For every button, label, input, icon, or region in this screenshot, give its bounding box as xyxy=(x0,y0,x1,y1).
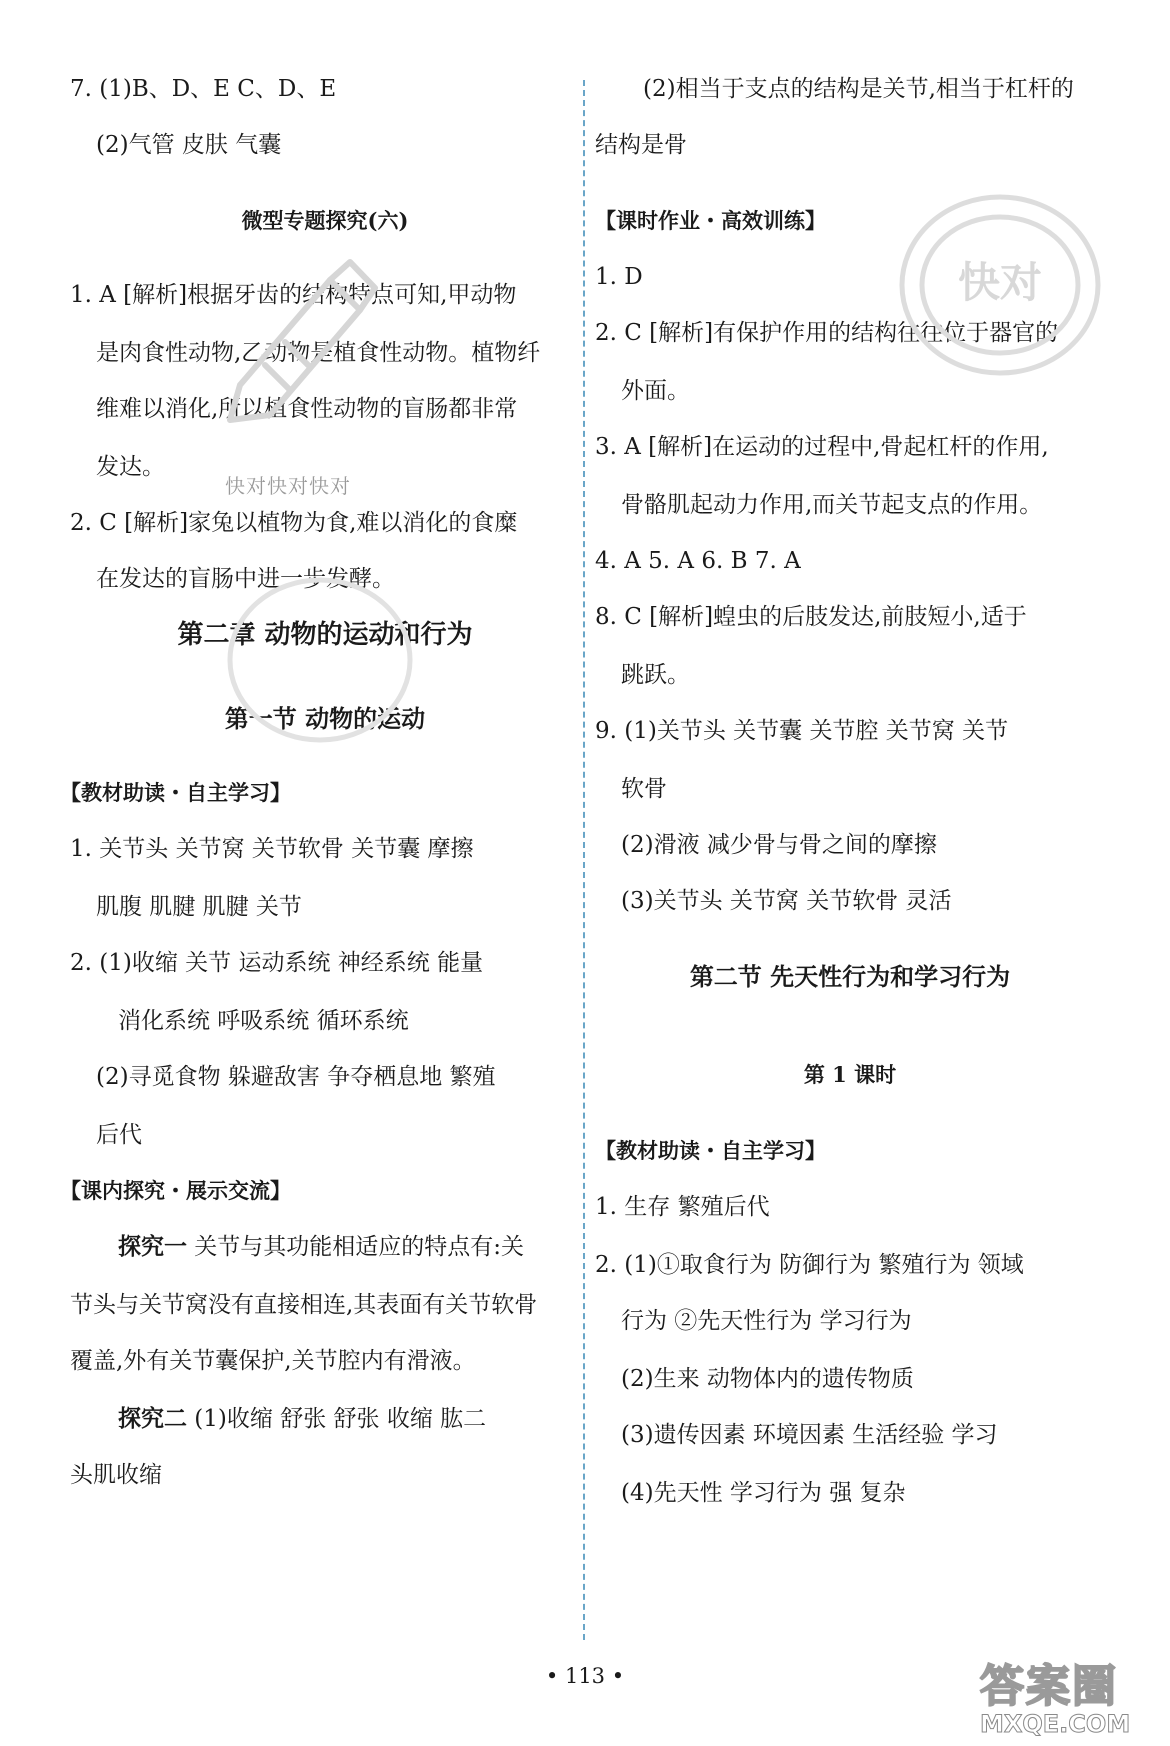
explore-1-label: 探究一 xyxy=(118,1233,187,1260)
subsection-header-study: 【教材助读・自主学习】 xyxy=(60,781,291,805)
homework-1: 1. D xyxy=(595,264,643,290)
answer-2-line2: 在发达的盲肠中进一步发酵。 xyxy=(96,566,395,592)
corner-logo-site: MXQE.COM xyxy=(980,1710,1131,1738)
lesson-title: 第 1 课时 xyxy=(803,1062,897,1087)
explore-2-text: (1)收缩 舒张 舒张 收缩 肱二 xyxy=(187,1406,487,1432)
page-number: • 113 • xyxy=(545,1664,625,1688)
answer-7: 7. (1)B、D、E C、D、E xyxy=(70,76,337,102)
study-2-line2: 消化系统 呼吸系统 循环系统 xyxy=(118,1008,409,1034)
explore-2-2-line2: 结构是骨 xyxy=(595,132,687,158)
column-divider xyxy=(583,80,585,1640)
homework-9-2: (2)滑液 减少骨与骨之间的摩擦 xyxy=(621,832,937,858)
explore-2-label: 探究二 xyxy=(118,1405,187,1432)
explore-2-line1 xyxy=(70,1404,486,1434)
homework-3-line2: 骨骼肌起动力作用,而关节起支点的作用。 xyxy=(621,492,1043,518)
homework-2-line1: 2. C [解析]有保护作用的结构往往位于器官的 xyxy=(595,320,1059,346)
watermark-pencil-icon xyxy=(210,250,380,440)
corner-logo-text: 答案圈 xyxy=(980,1661,1118,1712)
answer-2-line1: 2. C [解析]家兔以植物为食,难以消化的食糜 xyxy=(70,510,518,536)
answer-1-line2: 是肉食性动物,乙动物是植食性动物。植物纤 xyxy=(96,340,541,366)
explore-2-2-line1: (2)相当于支点的结构是关节,相当于杠杆的 xyxy=(643,76,1074,102)
study2-2-2: (2)生来 动物体内的遗传物质 xyxy=(621,1366,914,1392)
explore-1-text: 关节与其功能相适应的特点有:关 xyxy=(187,1234,525,1260)
subsection-header-explore: 【课内探究・展示交流】 xyxy=(60,1179,291,1203)
study2-1: 1. 生存 繁殖后代 xyxy=(595,1194,770,1220)
homework-4-7: 4. A 5. A 6. B 7. A xyxy=(595,548,801,574)
section-title-micro-topic: 微型专题探究(六) xyxy=(241,208,409,233)
homework-9-line2: 软骨 xyxy=(621,776,667,802)
section-title-1: 第一节 动物的运动 xyxy=(224,704,426,733)
corner-logo xyxy=(980,1650,1150,1740)
watermark-seal-icon xyxy=(890,175,1110,395)
answer-1-line4: 发达。 xyxy=(96,454,165,480)
study2-2-4: (4)先天性 学习行为 强 复杂 xyxy=(621,1480,906,1506)
study-2-2-line1: (2)寻觅食物 躲避敌害 争夺栖息地 繁殖 xyxy=(96,1064,496,1090)
homework-3-line1: 3. A [解析]在运动的过程中,骨起杠杆的作用, xyxy=(595,434,1049,460)
homework-8-line1: 8. C [解析]蝗虫的后肢发达,前肢短小,适于 xyxy=(595,604,1027,630)
subsection-header-homework: 【课时作业・高效训练】 xyxy=(595,209,826,233)
study2-2-line2: 行为 ②先天性行为 学习行为 xyxy=(621,1308,912,1334)
explore-1-line2: 节头与关节窝没有直接相连,其表面有关节软骨 xyxy=(70,1292,538,1318)
watermark-seal-text: 快对 xyxy=(957,258,1043,307)
study-2-2-line2: 后代 xyxy=(96,1122,142,1148)
subsection-header-study-2: 【教材助读・自主学习】 xyxy=(595,1139,826,1163)
answer-1-line3: 维难以消化,所以植食性动物的盲肠都非常 xyxy=(96,396,518,422)
answer-7-2: (2)气管 皮肤 气囊 xyxy=(96,132,282,158)
study2-2-3: (3)遗传因素 环境因素 生活经验 学习 xyxy=(621,1422,998,1448)
homework-8-line2: 跳跃。 xyxy=(621,662,690,688)
homework-2-line2: 外面。 xyxy=(621,378,690,404)
study-1-line1: 1. 关节头 关节窝 关节软骨 关节囊 摩擦 xyxy=(70,836,474,862)
watermark-seal-small-icon xyxy=(220,560,420,760)
explore-1-line1 xyxy=(70,1232,524,1262)
watermark-text: 快对快对快对 xyxy=(225,474,351,498)
study-2-line1: 2. (1)收缩 关节 运动系统 神经系统 能量 xyxy=(70,950,484,976)
chapter-title: 第二章 动物的运动和行为 xyxy=(177,620,473,650)
answer-1-line1: 1. A [解析]根据牙齿的结构特点可知,甲动物 xyxy=(70,282,517,308)
section-title-2: 第二节 先天性行为和学习行为 xyxy=(689,962,1011,991)
explore-2-line2: 头肌收缩 xyxy=(70,1462,162,1488)
homework-9-3: (3)关节头 关节窝 关节软骨 灵活 xyxy=(621,888,952,914)
explore-1-line3: 覆盖,外有关节囊保护,关节腔内有滑液。 xyxy=(70,1348,476,1374)
study-1-line2: 肌腹 肌腱 肌腱 关节 xyxy=(96,894,302,920)
homework-9-line1: 9. (1)关节头 关节囊 关节腔 关节窝 关节 xyxy=(595,718,1009,744)
study2-2-line1: 2. (1)①取食行为 防御行为 繁殖行为 领域 xyxy=(595,1252,1024,1278)
